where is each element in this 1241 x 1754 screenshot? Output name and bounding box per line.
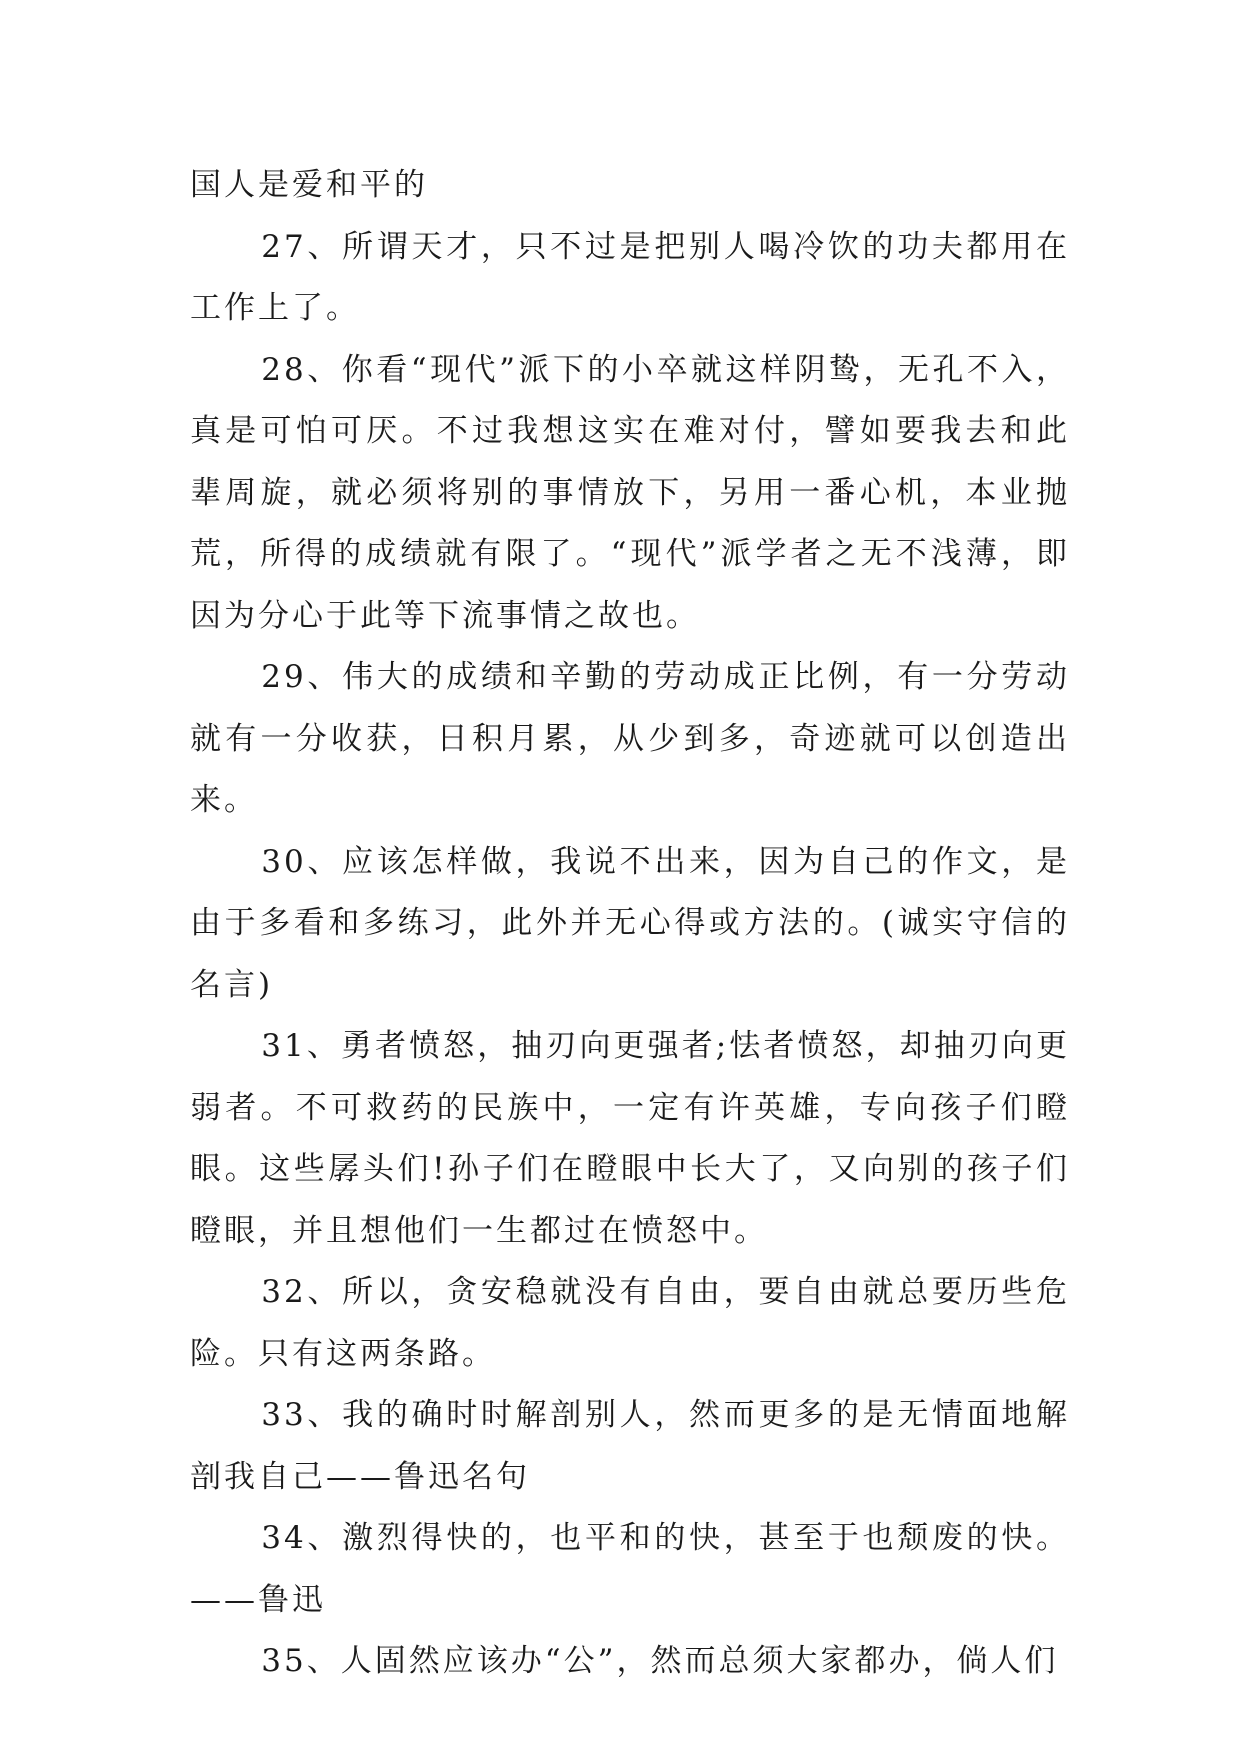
quote-27: 27、所谓天才，只不过是把别人喝冷饮的功夫都用在工作上了。 [190, 228, 1070, 326]
quote-29: 29、伟大的成绩和辛勤的劳动成正比例，有一分劳动就有一分收获，日积月累，从少到多，奇迹就可以创造出来。 [190, 659, 1070, 818]
document-body [190, 155, 1070, 1693]
paragraph-continuation: 国人是爱和平的 [190, 167, 428, 203]
quote-31: 31、勇者愤怒，抽刃向更强者;怯者愤怒，却抽刃向更弱者。不可救药的民族中，一定有许英雄，专向孩子们瞪眼。这些孱头们!孙子们在瞪眼中长大了，又向别的孩子们瞪眼，并且想他们一生都过在愤怒中。 [190, 1028, 1070, 1249]
quote-32: 32、所以，贪安稳就没有自由，要自由就总要历些危险。只有这两条路。 [190, 1274, 1070, 1372]
quote-30: 30、应该怎样做，我说不出来，因为自己的作文，是由于多看和多练习，此外并无心得或方法的。(诚实守信的名言) [190, 843, 1070, 1003]
quote-33: 33、我的确时时解剖别人，然而更多的是无情面地解剖我自己——鲁迅名句 [190, 1397, 1070, 1495]
quote-35: 35、人固然应该办“公”，然而总须大家都办，倘人们 [261, 1643, 1059, 1679]
quote-34: 34、激烈得快的，也平和的快，甚至于也颓废的快。——鲁迅 [190, 1520, 1070, 1618]
quote-28: 28、你看“现代”派下的小卒就这样阴鸷，无孔不入，真是可怕可厌。不过我想这实在难对付，譬如要我去和此辈周旋，就必须将别的事情放下，另用一番心机，本业抛荒，所得的成绩就有限了。“现代”派学者之无不浅薄，即因为分心于此等下流事情之故也。 [190, 351, 1070, 634]
